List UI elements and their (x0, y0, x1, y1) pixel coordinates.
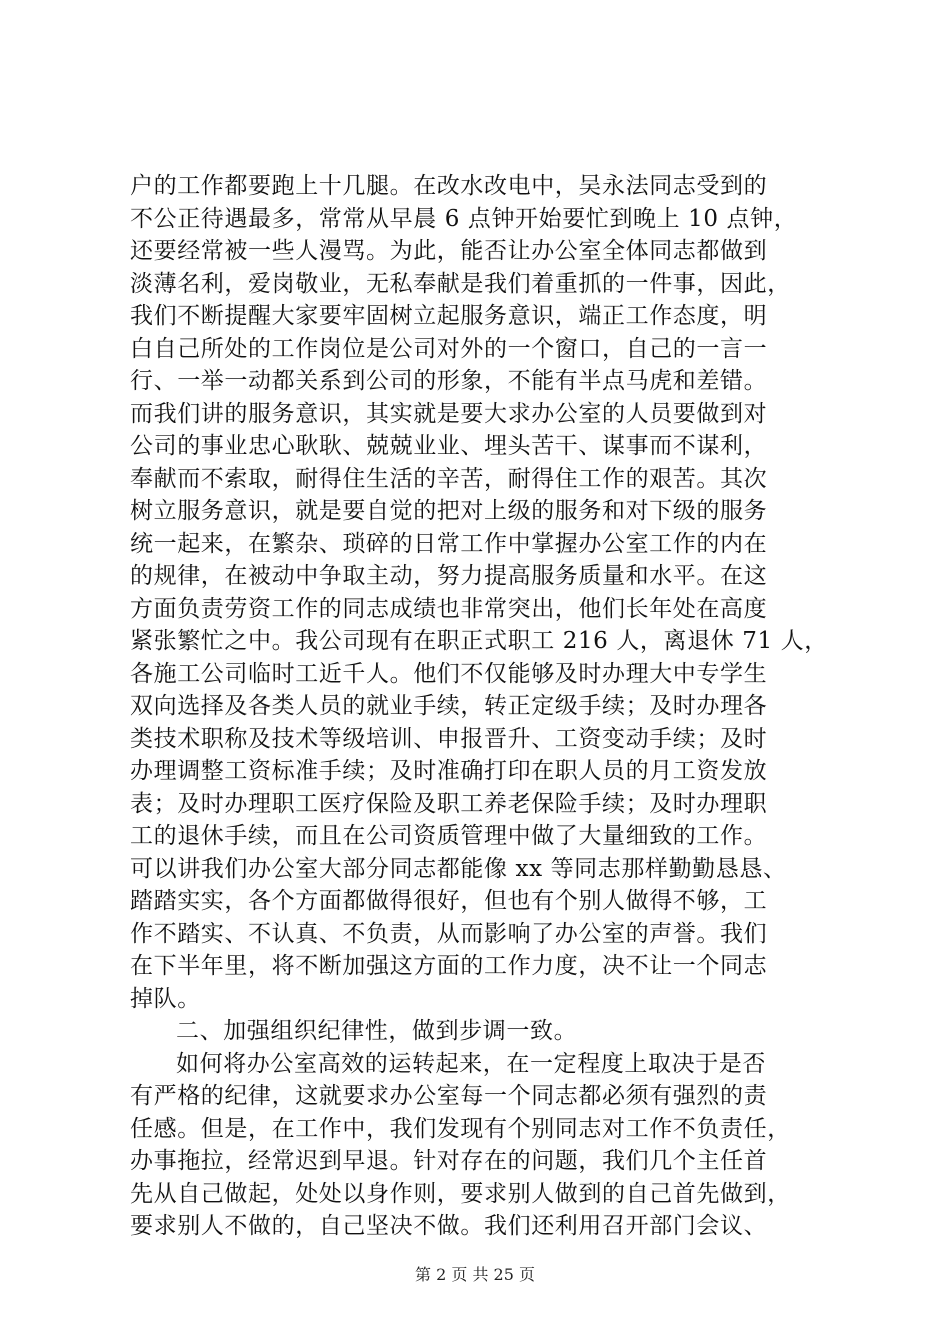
text-line: 我们不断提醒大家要牢固树立起服务意识，端正工作态度，明 (130, 303, 768, 329)
text-line: 二、加强组织纪律性，做到步调一致。 (176, 1018, 578, 1044)
text-line: 各施工公司临时工近千人。他们不仅能够及时办理大中专学生 (130, 660, 768, 687)
text-line: 踏踏实实，各个方面都做得很好，但也有个别人做得不够，工 (130, 888, 768, 914)
document-body (130, 170, 830, 1243)
text-line: 任感。但是，在工作中，我们发现有个别同志对工作不负责任， (130, 1115, 791, 1142)
text-line: 工的退休手续，而且在公司资质管理中做了大量细致的工作。 (130, 823, 768, 849)
text-line: 户的工作都要跑上十几腿。在改水改电中，吴永法同志受到的 (130, 173, 768, 199)
text-line: 树立服务意识，就是要自觉的把对上级的服务和对下级的服务 (130, 498, 768, 524)
text-line: 在下半年里，将不断加强这方面的工作力度，决不让一个同志 (130, 953, 768, 979)
text-line: 办理调整工资标准手续；及时准确打印在职人员的月工资发放 (130, 758, 768, 784)
text-line: 还要经常被一些人漫骂。为此，能否让办公室全体同志都做到 (130, 238, 768, 264)
text-line: 作不踏实、不认真、不负责，从而影响了办公室的声誉。我们 (130, 920, 768, 947)
text-line: 有严格的纪律，这就要求办公室每一个同志都必须有强烈的责 (130, 1083, 768, 1109)
text-line: 先从自己做起，处处以身作则，要求别人做到的自己首先做到， (130, 1180, 791, 1207)
text-line: 表；及时办理职工医疗保险及职工养老保险手续；及时办理职 (130, 790, 768, 817)
text-line: 要求别人不做的，自己坚决不做。我们还利用召开部门会议、 (130, 1213, 768, 1239)
text-line: 统一起来，在繁杂、琐碎的日常工作中掌握办公室工作的内在 (130, 530, 768, 557)
text-line: 双向选择及各类人员的就业手续，转正定级手续；及时办理各 (130, 693, 768, 719)
text-line: 白自己所处的工作岗位是公司对外的一个窗口，自己的一言一 (130, 335, 768, 362)
text-line: 掉队。 (130, 985, 201, 1012)
text-line: 的规律，在被动中争取主动，努力提高服务质量和水平。在这 (130, 563, 768, 589)
text-line: 行、一举一动都关系到公司的形象，不能有半点马虎和差错。 (130, 368, 768, 394)
text-line: 可以讲我们办公室大部分同志都能像 xx 等同志那样勤勤恳恳、 (130, 855, 787, 882)
text-line: 而我们讲的服务意识，其实就是要大求办公室的人员要做到对 (130, 400, 768, 427)
text-line: 方面负责劳资工作的同志成绩也非常突出，他们长年处在高度 (130, 595, 768, 622)
page-footer: 第 2 页 共 25 页 (415, 1265, 535, 1284)
text-line: 如何将办公室高效的运转起来，在一定程度上取决于是否 (176, 1050, 766, 1077)
text-line: 类技术职称及技术等级培训、申报晋升、工资变动手续；及时 (130, 725, 768, 752)
text-line: 公司的事业忠心耿耿、兢兢业业、埋头苦干、谋事而不谋利， (130, 433, 768, 459)
text-line: 办事拖拉，经常迟到早退。针对存在的问题，我们几个主任首 (130, 1148, 768, 1174)
text-line: 不公正待遇最多，常常从早晨 6 点钟开始要忙到晚上 10 点钟， (130, 205, 798, 232)
text-line: 淡薄名利，爱岗敬业，无私奉献是我们着重抓的一件事，因此， (130, 270, 791, 297)
text-line: 奉献而不索取，耐得住生活的辛苦，耐得住工作的艰苦。其次 (130, 465, 768, 492)
text-line: 紧张繁忙之中。我公司现有在职正式职工 216 人，离退休 71 人， (130, 628, 828, 654)
